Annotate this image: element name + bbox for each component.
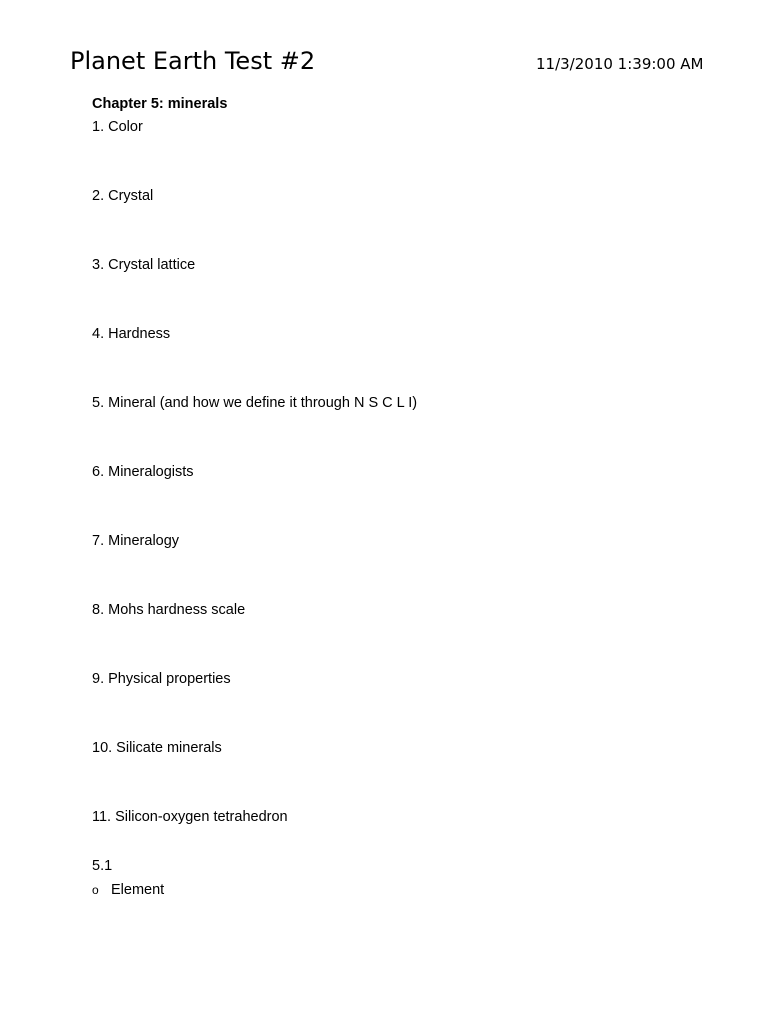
vocabulary-term-list (92, 117, 417, 876)
bullet-circle-icon: o (92, 883, 99, 897)
document-timestamp: 11/3/2010 1:39:00 AM (536, 55, 704, 73)
vocabulary-term: 4. Hardness (92, 326, 171, 342)
vocabulary-term: 8. Mohs hardness scale (92, 602, 246, 618)
vocabulary-term: 1. Color (92, 119, 143, 135)
bullet-item (92, 880, 417, 900)
chapter-heading: Chapter 5: minerals (92, 96, 228, 112)
vocabulary-term: 10. Silicate minerals (92, 740, 222, 756)
vocabulary-term: 7. Mineralogy (92, 533, 180, 549)
vocabulary-term: 2. Crystal (92, 188, 154, 204)
vocabulary-term: 11. Silicon-oxygen tetrahedron (92, 809, 288, 825)
bullet-item-label: Element (111, 882, 165, 898)
section-bullet-list (92, 880, 417, 900)
vocabulary-term: 6. Mineralogists (92, 464, 194, 480)
page-title: Planet Earth Test #2 (70, 47, 316, 75)
document-body (92, 94, 417, 900)
vocabulary-term: 3. Crystal lattice (92, 257, 196, 273)
vocabulary-term: 5. Mineral (and how we define it through N S C L I) (92, 395, 418, 411)
section-label: 5.1 (92, 858, 113, 874)
vocabulary-term: 9. Physical properties (92, 671, 231, 687)
